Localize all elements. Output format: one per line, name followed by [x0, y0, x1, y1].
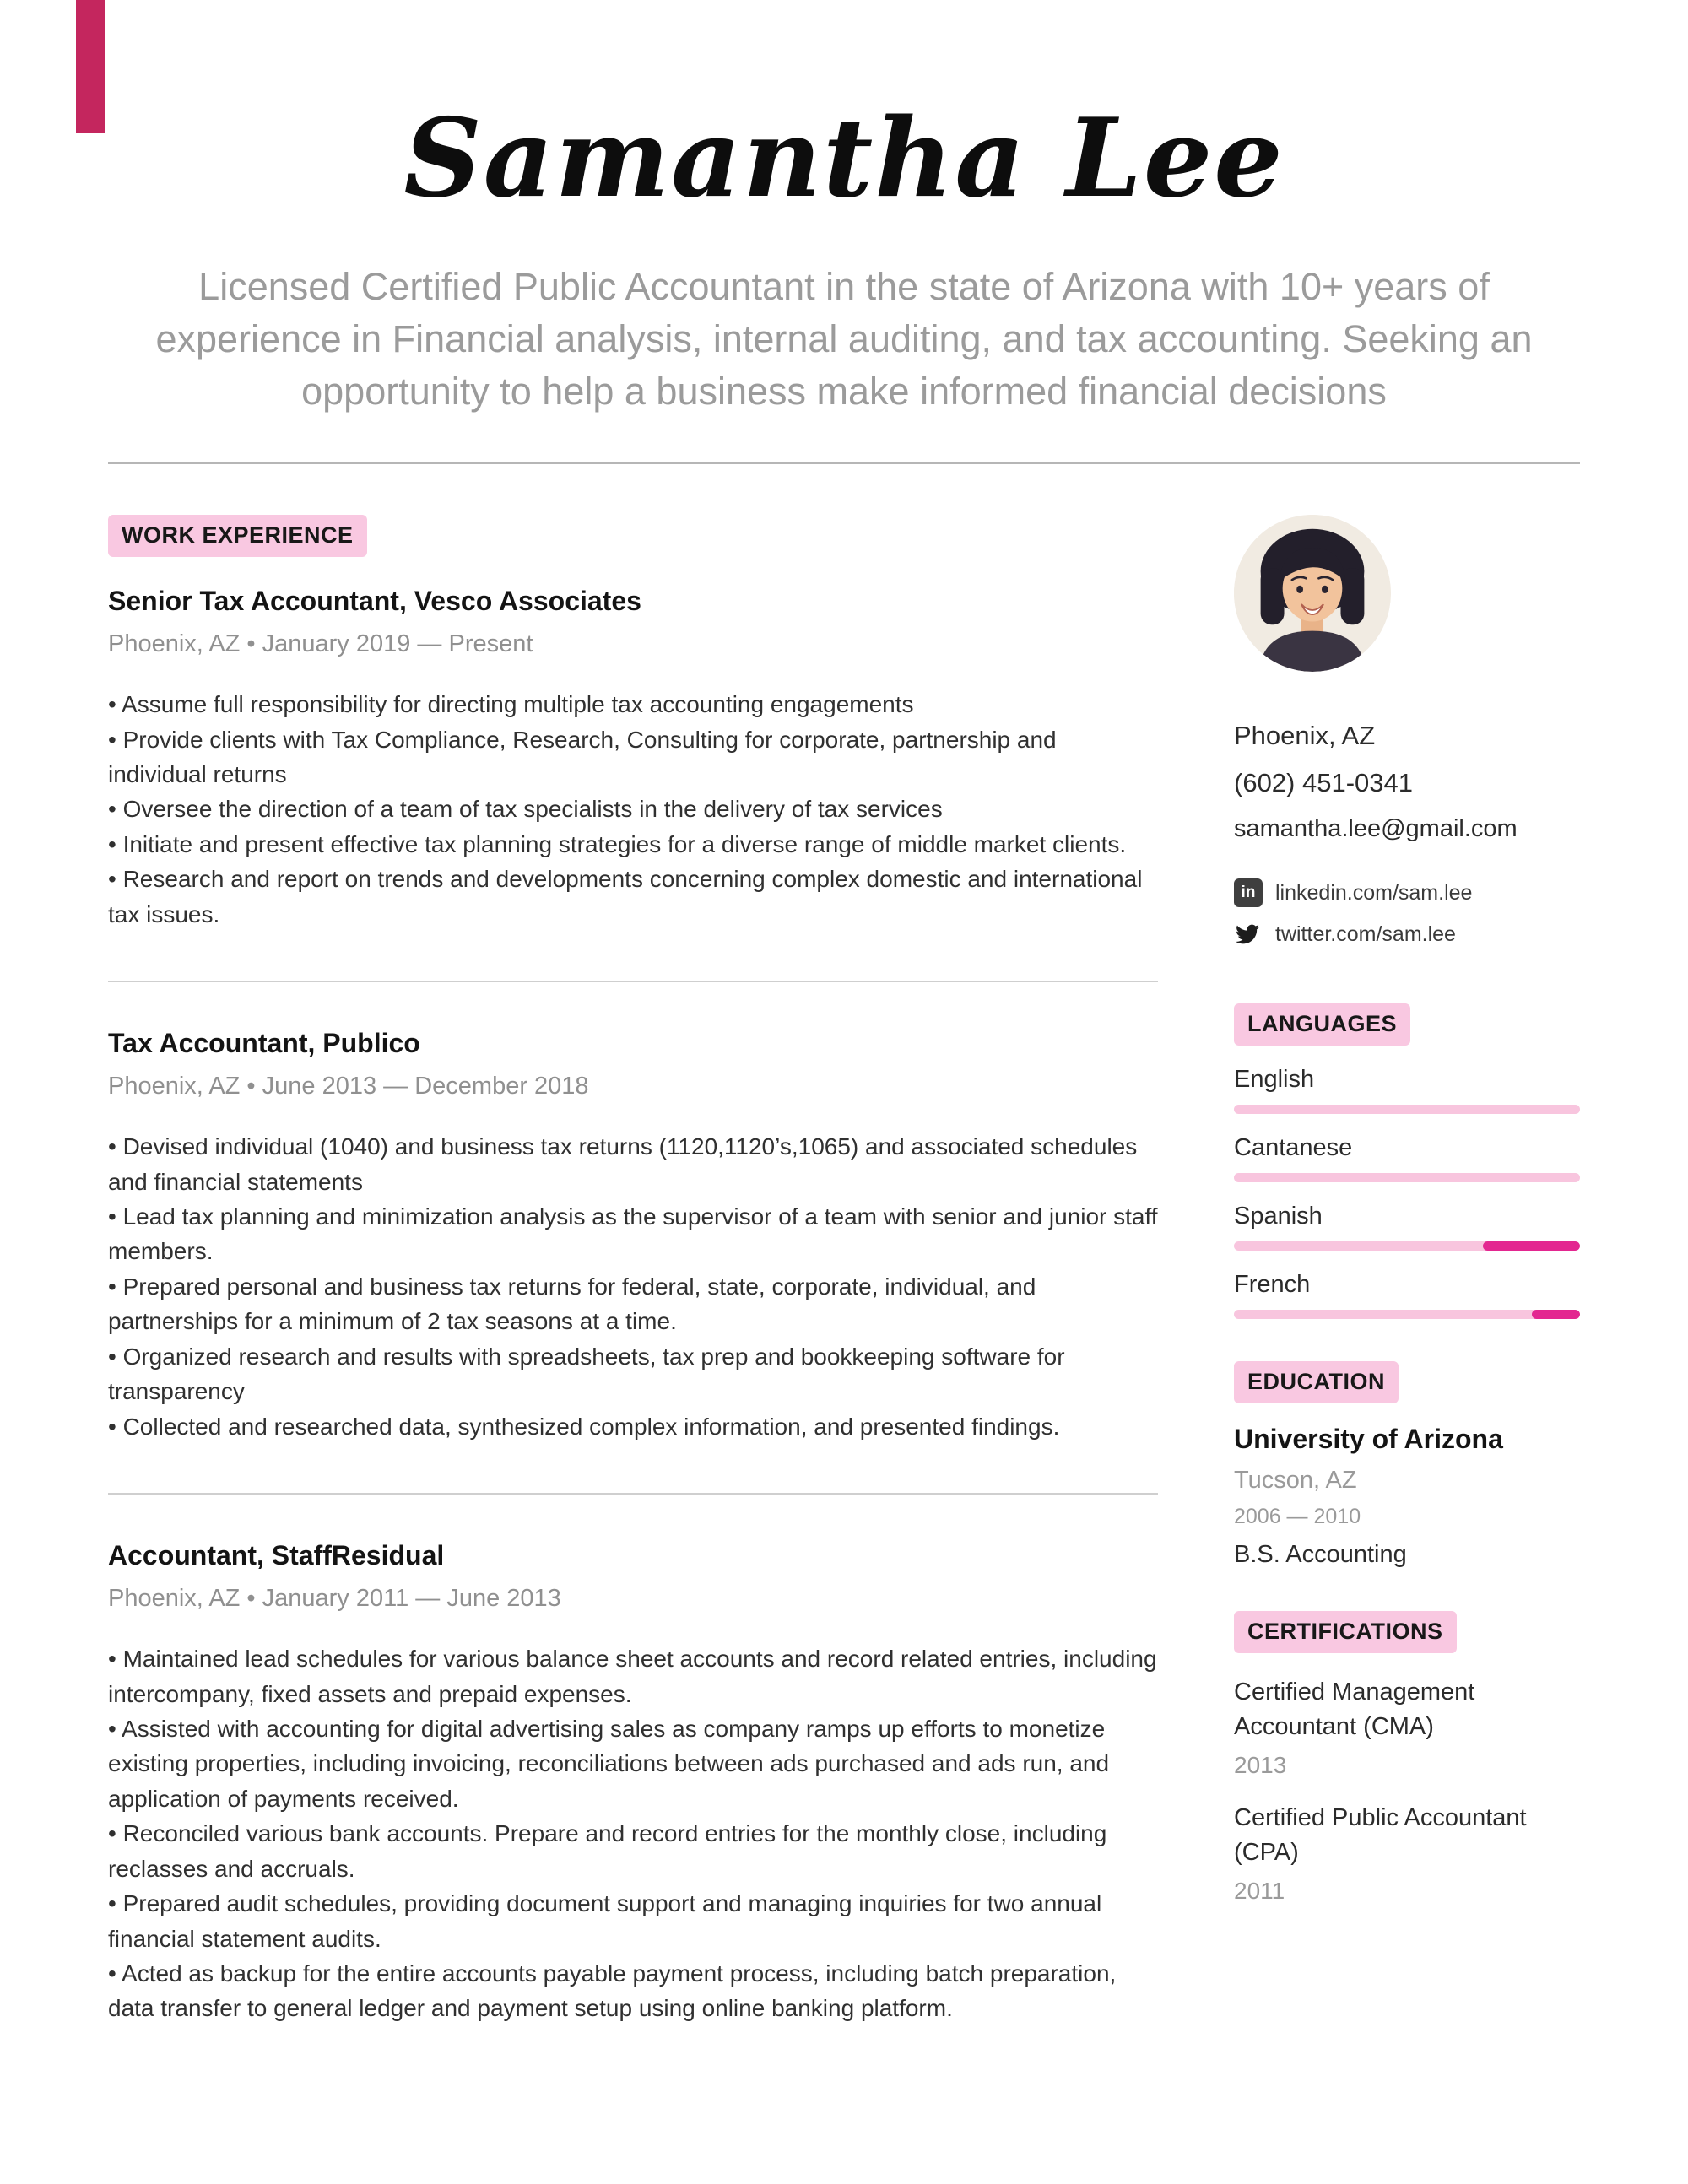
accent-bar [76, 0, 105, 133]
contact-location: Phoenix, AZ [1234, 721, 1376, 751]
job-title: Accountant, StaffResidual [108, 1540, 445, 1571]
language-name: English [1234, 1066, 1315, 1094]
language-bar-fill [1532, 1310, 1580, 1319]
certifications-list [1234, 1675, 1580, 1905]
bullet-item: • Prepared audit schedules, providing document support and managing inquiries for two annual financial statement audits. [108, 1890, 1102, 1952]
job-entry-3 [108, 1540, 1158, 2026]
job-divider [108, 1493, 1158, 1495]
language-proficiency-bar [1234, 1310, 1580, 1319]
certification-year: 2013 [1234, 1752, 1287, 1779]
job-bullets [108, 1129, 1158, 1444]
languages-list [1234, 1066, 1580, 1319]
certifications-label: CERTIFICATIONS [1234, 1611, 1457, 1653]
job-meta: Phoenix, AZ • January 2011 — June 2013 [108, 1585, 561, 1613]
job-entry-2 [108, 1028, 1158, 1444]
education-dates: 2006 — 2010 [1234, 1505, 1361, 1529]
contact-phone: (602) 451-0341 [1234, 768, 1413, 798]
linkedin-icon [1234, 878, 1263, 907]
twitter-row [1234, 922, 1580, 947]
certification-name: Certified Public Accountant (CPA) [1234, 1804, 1527, 1866]
job-meta: Phoenix, AZ • January 2019 — Present [108, 630, 533, 658]
bullet-item: • Oversee the direction of a team of tax specialists in the delivery of tax services [108, 796, 943, 823]
education-degree: B.S. Accounting [1234, 1541, 1407, 1569]
content-columns [0, 464, 1688, 2094]
linkedin-row [1234, 878, 1580, 907]
bullet-item: • Collected and researched data, synthesized complex information, and presented findings. [108, 1413, 1060, 1440]
candidate-name: Samantha Lee [403, 95, 1285, 222]
languages-label: LANGUAGES [1234, 1003, 1410, 1046]
language-item [1234, 1271, 1580, 1319]
bullet-item: • Maintained lead schedules for various balance sheet accounts and record related entries, including intercompany, fixed assets and prepaid expenses. [108, 1646, 1157, 1707]
certification-year: 2011 [1234, 1878, 1285, 1905]
job-entry-1 [108, 586, 1158, 932]
job-title: Senior Tax Accountant, Vesco Associates [108, 586, 641, 617]
bullet-item: • Provide clients with Tax Compliance, Research, Consulting for corporate, partnership and individual returns [108, 726, 1057, 787]
bullet-item: • Devised individual (1040) and business tax returns (1120,1120’s,1065) and associated schedules and financial statements [108, 1133, 1138, 1195]
profile-photo [1234, 515, 1391, 672]
language-proficiency-bar [1234, 1105, 1580, 1114]
certification-item [1234, 1675, 1580, 1779]
education-school: University of Arizona [1234, 1424, 1503, 1455]
summary-text: Licensed Certified Public Accountant in the state of Arizona with 10+ years of experience in Financial analysis, internal auditing, and tax accounting. Seeking an opportunity to help a business make informed financial decisions [155, 264, 1533, 413]
bullet-item: • Prepared personal and business tax returns for federal, state, corporate, individual, and partnerships for a minimum of 2 tax seasons at a time. [108, 1273, 1036, 1335]
education-block [1234, 1424, 1580, 1569]
social-links [1234, 878, 1580, 947]
job-title: Tax Accountant, Publico [108, 1028, 420, 1059]
sidebar [1234, 515, 1580, 2026]
certification-item [1234, 1801, 1580, 1905]
job-bullets [108, 687, 1158, 932]
job-bullets [108, 1641, 1158, 2026]
bullet-item: • Lead tax planning and minimization analysis as the supervisor of a team with senior and junior staff members. [108, 1203, 1158, 1265]
contact-block [1234, 721, 1580, 843]
education-label: EDUCATION [1234, 1361, 1399, 1403]
contact-email: samantha.lee@gmail.com [1234, 815, 1518, 843]
language-name: French [1234, 1271, 1311, 1299]
language-item [1234, 1134, 1580, 1182]
language-proficiency-bar [1234, 1173, 1580, 1182]
work-experience-column [108, 515, 1158, 2026]
linkedin-icon-glyph: in [1241, 884, 1256, 902]
education-location: Tucson, AZ [1234, 1467, 1357, 1495]
language-item [1234, 1203, 1580, 1251]
bullet-item: • Acted as backup for the entire accounts payable payment process, including batch preparation, data transfer to general ledger and payment setup using online banking platform. [108, 1960, 1117, 2022]
resume-header [0, 0, 1688, 418]
twitter-icon [1234, 922, 1263, 947]
language-proficiency-bar [1234, 1241, 1580, 1251]
language-item [1234, 1066, 1580, 1114]
bullet-item: • Initiate and present effective tax planning strategies for a diverse range of middle market clients. [108, 830, 1127, 857]
job-meta: Phoenix, AZ • June 2013 — December 2018 [108, 1073, 589, 1100]
language-bar-fill [1483, 1241, 1580, 1251]
language-name: Spanish [1234, 1203, 1323, 1230]
language-name: Cantanese [1234, 1134, 1353, 1162]
profile-photo-illustration [1234, 515, 1391, 672]
job-divider [108, 981, 1158, 982]
bullet-item: • Assume full responsibility for directing multiple tax accounting engagements [108, 691, 914, 718]
work-experience-label: WORK EXPERIENCE [108, 515, 367, 557]
bullet-item: • Research and report on trends and developments concerning complex domestic and international tax issues. [108, 866, 1143, 927]
bullet-item: • Assisted with accounting for digital advertising sales as company ramps up efforts to monetize existing properties, including invoicing, reconciliations between ads purchased and ads run, and application of payments received. [108, 1715, 1110, 1812]
linkedin-handle: linkedin.com/sam.lee [1275, 880, 1473, 905]
bullet-item: • Organized research and results with spreadsheets, tax prep and bookkeeping software for transparency [108, 1343, 1065, 1405]
certification-name: Certified Management Accountant (CMA) [1234, 1679, 1475, 1740]
twitter-handle: twitter.com/sam.lee [1275, 922, 1456, 946]
bullet-item: • Reconciled various bank accounts. Prepare and record entries for the monthly close, including reclasses and accruals. [108, 1820, 1107, 1882]
